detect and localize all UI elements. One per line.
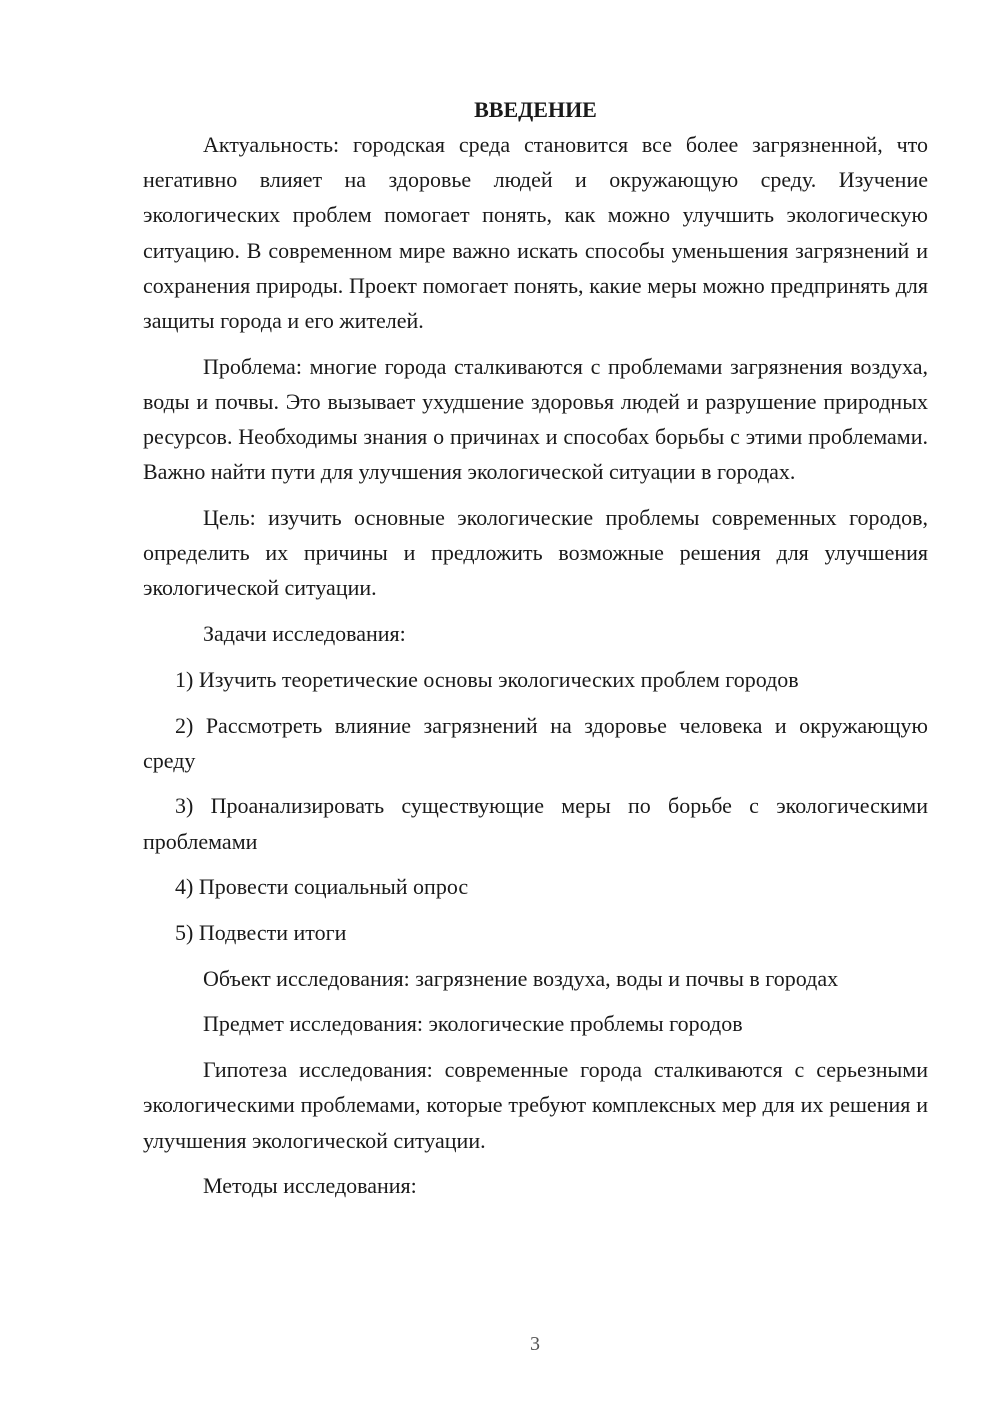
paragraph-hypothesis: Гипотеза исследования: современные города сталкиваются с серьезными экологическими проблемами, которые требуют комплексных мер для их решения и улучшения экологической ситуации. [143, 1057, 928, 1153]
paragraph-methods: Методы исследования: [203, 1173, 417, 1199]
paragraph-tasks-title: Задачи исследования: [203, 621, 406, 647]
paragraph-subject: Предмет исследования: экологические проблемы городов [203, 1011, 743, 1037]
task-item-5: 5) Подвести итоги [175, 920, 347, 946]
document-heading: ВВЕДЕНИЕ [474, 97, 597, 122]
task-item-1: 1) Изучить теоретические основы экологических проблем городов [175, 666, 799, 692]
task-item-2: 2) Рассмотреть влияние загрязнений на здоровье человека и окружающую среду [143, 712, 928, 773]
paragraph-object: Объект исследования: загрязнение воздуха, воды и почвы в городах [203, 965, 839, 991]
paragraph-goal: Цель: изучить основные экологические проблемы современных городов, определить их причины и предложить возможные решения для улучшения экологической ситуации. [143, 505, 928, 601]
page-number: 3 [530, 1333, 540, 1355]
paragraph-relevance: Актуальность: городская среда становится все более загрязненной, что негативно влияет на здоровье людей и окружающую среду. Изучение экологических проблем помогает понять, как можно улучшить экологическую ситуацию. В современном мире важно искать способы уменьшения загрязнений и сохранения природы. Проект помогает понять, какие меры можно предпринять для защиты города и его жителей. [143, 132, 928, 334]
task-item-4: 4) Провести социальный опрос [175, 874, 469, 900]
paragraph-problem: Проблема: многие города сталкиваются с проблемами загрязнения воздуха, воды и почвы. Это вызывает ухудшение здоровья людей и разрушение природных ресурсов. Необходимы знания о причинах и способах борьбы с этими проблемами. Важно найти пути для улучшения экологической ситуации в городах. [143, 353, 928, 485]
document-page [143, 92, 928, 1214]
task-item-3: 3) Проанализировать существующие меры по борьбе с экологическими проблемами [143, 793, 928, 854]
